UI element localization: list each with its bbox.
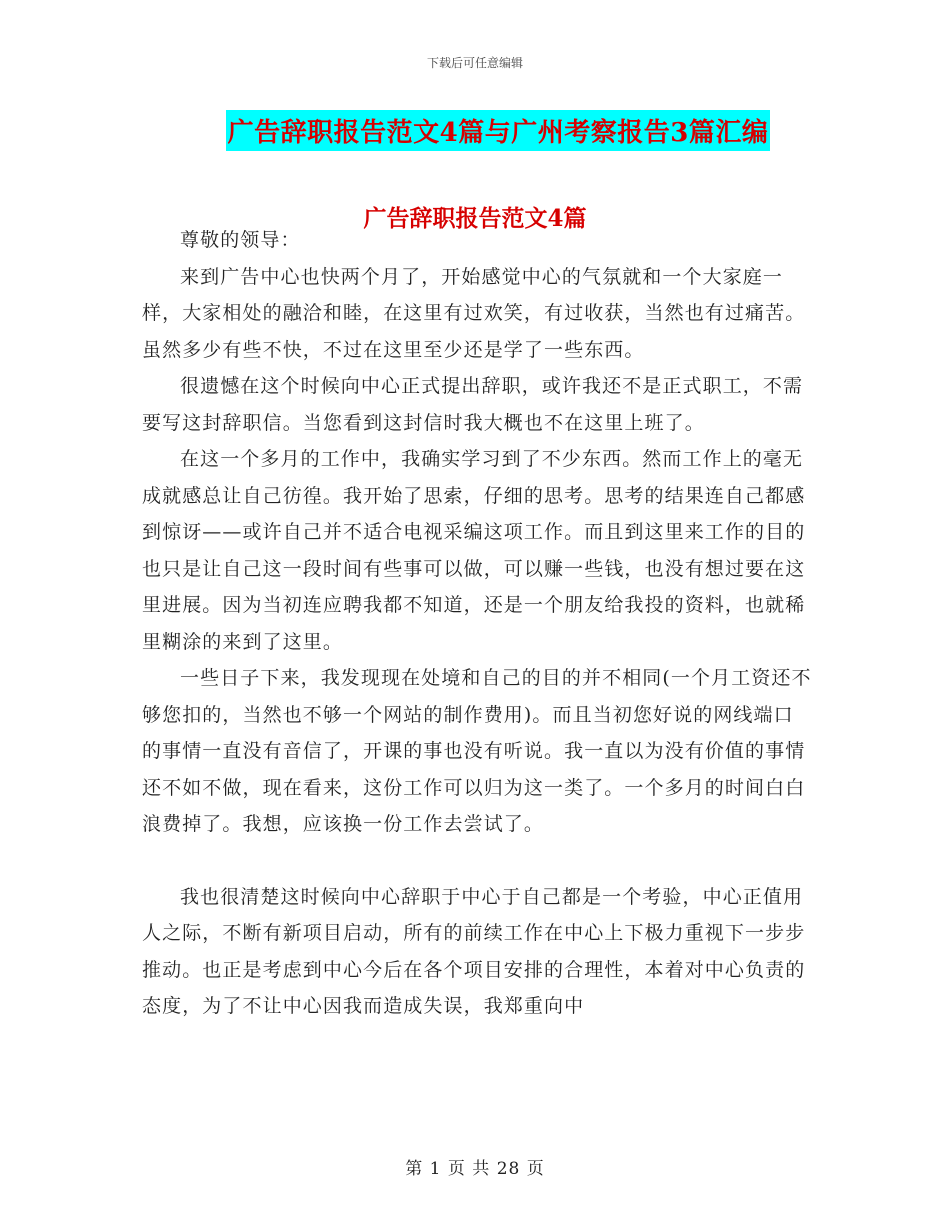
main-title — [0, 110, 950, 151]
paragraph: 在这一个多月的工作中，我确实学习到了不少东西。然而工作上的毫无成就感总让自己彷徨。我开始了思索，仔细的思考。思考的结果连自己都感到惊讶——或许自己并不适合电视采编这项工作。而且到这里来工作的目的也只是让自己这一段时间有些事可以做，可以赚一些钱，也没有想过要在这里进展。因为当初连应聘我都不知道，还是一个朋友给我投的资料，也就稀里糊涂的来到了这里。 — [142, 448, 806, 653]
page-indicator: 第 1 页 共 28 页 — [405, 1159, 545, 1179]
sub-title: 广告辞职报告范文4篇 — [363, 205, 587, 232]
body-text — [142, 222, 812, 1025]
paragraph: 我也很清楚这时候向中心辞职于中心于自己都是一个考验，中心正值用人之际，不断有新项目启动，所有的前续工作在中心上下极力重视下一步步推动。也正是考虑到中心今后在各个项目安排的合理性，本着对中心负责的态度，为了不让中心因我而造成失误，我郑重向中 — [142, 885, 806, 1017]
salutation: 尊敬的领导： — [180, 229, 301, 251]
paragraph: 很遗憾在这个时候向中心正式提出辞职，或许我还不是正式职工，不需要写这封辞职信。当您看到这封信时我大概也不在这里上班了。 — [142, 375, 804, 434]
header-note: 下载后可任意编辑 — [426, 56, 523, 70]
paragraph: 来到广告中心也快两个月了，开始感觉中心的气氛就和一个大家庭一样，大家相处的融洽和睦，在这里有过欢笑，有过收获，当然也有过痛苦。虽然多少有些不快，不过在这里至少还是学了一些东西。 — [142, 265, 806, 361]
main-title-text: 广告辞职报告范文4篇与广州考察报告3篇汇编 — [226, 110, 771, 151]
paragraph: 一些日子下来，我发现现在处境和自己的目的并不相同(一个月工资还不够您扣的，当然也不够一个网站的制作费用)。而且当初您好说的网线端口的事情一直没有音信了，开课的事也没有听说。我一直以为没有价值的事情还不如不做，现在看来，这份工作可以归为这一类了。一个多月的时间白白浪费掉了。我想，应该换一份工作去尝试了。 — [142, 667, 812, 835]
